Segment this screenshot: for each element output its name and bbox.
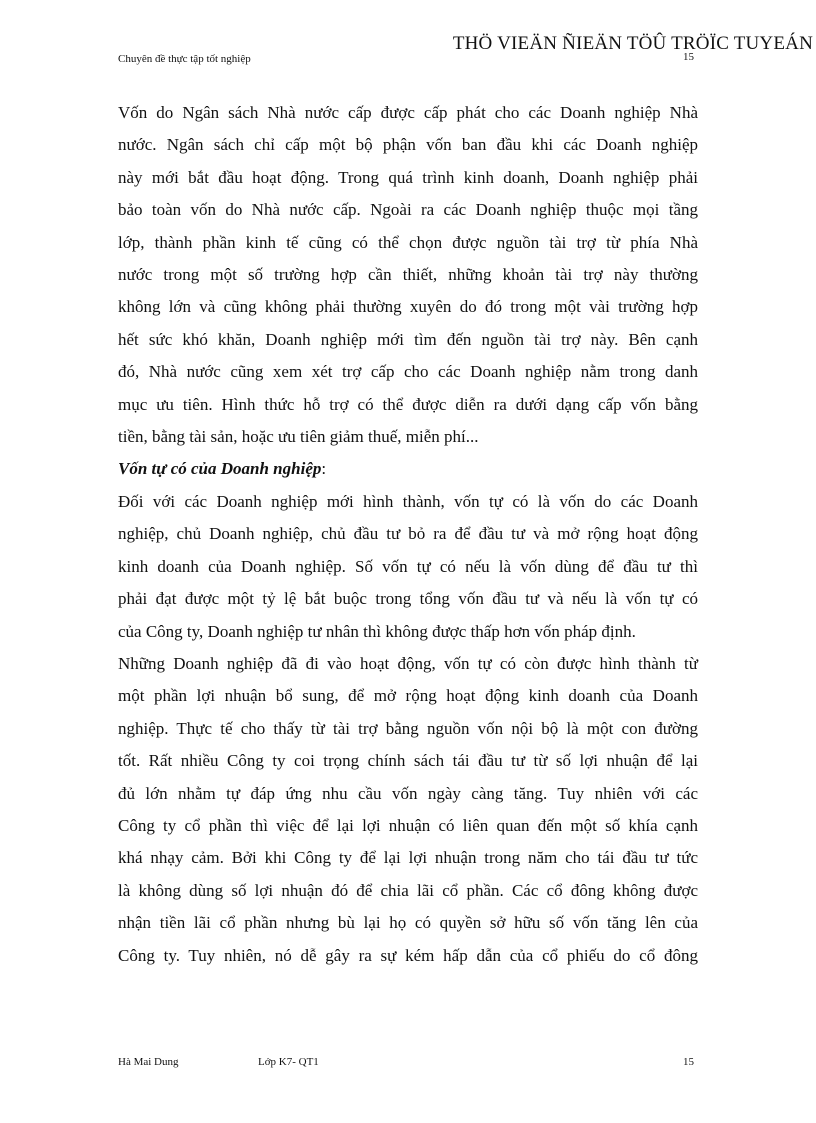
text-line: mục ưu tiên. Hình thức hỗ trợ có thể được diễn ra dưới dạng cấp vốn bằng (118, 394, 698, 414)
text-line: của Công ty, Doanh nghiệp tư nhân thì không được thấp hơn vốn pháp định. (118, 621, 636, 641)
text-line: nước. Ngân sách chỉ cấp một bộ phận vốn ban đầu khi các Doanh nghiệp (118, 135, 698, 155)
text-line: nghiệp. Thực tế cho thấy từ tài trợ bằng nguồn vốn nội bộ là một con đường (118, 718, 698, 738)
text-line: Công ty. Tuy nhiên, nó dễ gây ra sự kém hấp dẫn của cổ phiếu do cổ đông (118, 945, 698, 965)
text-line: Vốn do Ngân sách Nhà nước cấp được cấp phát cho các Doanh nghiệp Nhà (118, 103, 698, 122)
text-line: nghiệp, chủ Doanh nghiệp, chủ đầu tư bỏ ra để đầu tư và mở rộng hoạt động (118, 524, 698, 544)
section-heading-text: Vốn tự có của Doanh nghiệp (118, 459, 322, 479)
text-line: đó, Nhà nước cũng xem xét trợ cấp cho các Doanh nghiệp nằm trong danh (118, 362, 698, 382)
footer-page-number: 15 (683, 1056, 694, 1068)
text-line: là không dùng số lợi nhuận đó để chia lãi cổ phần. Các cổ đông không được (118, 880, 698, 900)
text-line: đủ lớn nhằm tự đáp ứng nhu cầu vốn ngày càng tăng. Tuy nhiên với các (118, 783, 698, 803)
text-line: không lớn và cũng không phải thường xuyên do đó trong một vài trường hợp (118, 297, 698, 317)
text-line: phải đạt được một tỷ lệ bắt buộc trong tổng vốn đầu tư và nếu là vốn tự có (118, 589, 698, 609)
text-line: nước trong một số trường hợp cần thiết, những khoản tài trợ này thường (118, 265, 698, 285)
text-line: Đối với các Doanh nghiệp mới hình thành, vốn tự có là vốn do các Doanh (118, 491, 698, 511)
text-line: này mới bắt đầu hoạt động. Trong quá trình kinh doanh, Doanh nghiệp phải (118, 167, 698, 187)
library-watermark: THÖ VIEÄN ÑIEÄN TÖÛ TRÖÏC TUYEÁN (452, 33, 813, 54)
text-line: Công ty cổ phần thì việc để lại lợi nhuận có liên quan đến một số khía cạnh (118, 815, 698, 835)
header-title: Chuyên đề thực tập tốt nghiệp (118, 53, 251, 65)
footer-author: Hà Mai Dung (118, 1056, 179, 1068)
paragraph-state-capital (118, 97, 698, 453)
text-line: nhận tiền lãi cổ phần nhưng bù lại họ có quyền sở hữu số vốn tăng lên của (118, 913, 698, 933)
text-line: khá nhạy cảm. Bởi khi Công ty để lại lợi nhuận trong năm cho tái đầu tư tức (118, 848, 698, 868)
section-heading (118, 453, 698, 485)
body-text (118, 97, 698, 972)
text-line: kinh doanh của Doanh nghiệp. Số vốn tự có nếu là vốn dùng để đầu tư thì (118, 556, 698, 576)
section-heading-colon: : (321, 459, 327, 479)
text-line: Những Doanh nghiệp đã đi vào hoạt động, vốn tự có còn được hình thành từ (118, 653, 698, 673)
paragraph-retained-earnings (118, 648, 698, 972)
header-page-number: 15 (683, 51, 694, 63)
paragraph-own-capital (118, 486, 698, 648)
text-line: hết sức khó khăn, Doanh nghiệp mới tìm đến nguồn tài trợ này. Bên cạnh (118, 329, 698, 349)
text-line: một phần lợi nhuận bổ sung, để mở rộng hoạt động kinh doanh của Doanh (118, 686, 698, 706)
footer-class: Lớp K7- QT1 (258, 1056, 319, 1068)
text-line: bảo toàn vốn do Nhà nước cấp. Ngoài ra các Doanh nghiệp thuộc mọi tầng (118, 200, 698, 220)
text-line: tốt. Rất nhiều Công ty coi trọng chính sách tái đầu tư từ số lợi nhuận để lại (118, 751, 698, 771)
text-line: tiền, bằng tài sản, hoặc ưu tiên giảm thuế, miễn phí... (118, 427, 479, 447)
text-line: lớp, thành phần kinh tế cũng có thể chọn được nguồn tài trợ từ phía Nhà (118, 232, 698, 252)
